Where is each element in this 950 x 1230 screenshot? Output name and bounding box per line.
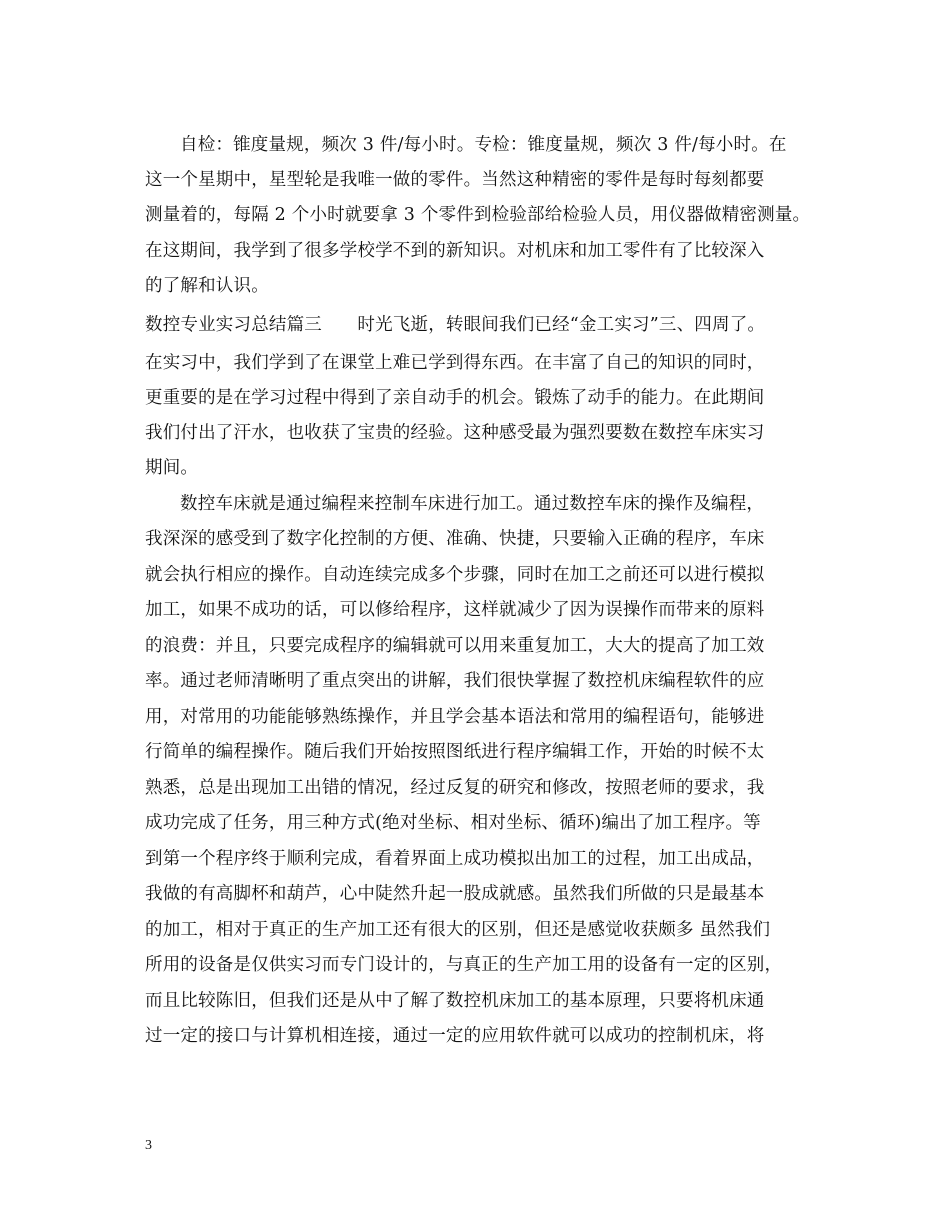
text-line: 行简单的编程操作。随后我们开始按照图纸进行程序编辑工作，开始的时候不太: [145, 742, 765, 762]
text-line: 在这期间，我学到了很多学校学不到的新知识。对机床和加工零件有了比较深入: [145, 241, 765, 261]
text-line: 熟悉，总是出现加工出错的情况，经过反复的研究和修改，按照老师的要求，我: [145, 778, 765, 798]
text-line: 自检：锥度量规，频次 3 件/每小时。专检：锥度量规，频次 3 件/每小时。在: [180, 135, 787, 155]
text-line: 率。通过老师清晰明了重点突出的讲解，我们很快掌握了数控机床编程软件的应: [145, 671, 765, 691]
page-number: 3: [145, 1138, 152, 1153]
text-line: 加工，如果不成功的话，可以修给程序，这样就减少了因为误操作而带来的原料: [145, 600, 765, 620]
text-line: 所用的设备是仅供实习而专门设计的，与真正的生产加工用的设备有一定的区别，: [145, 955, 783, 975]
text-line: 数控车床就是通过编程来控制车床进行加工。通过数控车床的操作及编程，: [180, 494, 765, 514]
section-heading-line: 数控专业实习总结篇三 时光飞逝，转眼间我们已经“金工实习”三、四周了。: [145, 315, 766, 335]
text-line: 我们付出了汗水，也收获了宝贵的经验。这种感受最为强烈要数在数控车床实习: [145, 423, 765, 443]
text-line: 期间。: [145, 458, 199, 478]
text-line: 成功完成了任务，用三种方式(绝对坐标、相对坐标、循环)编出了加工程序。等: [145, 813, 761, 833]
text-line: 我做的有高脚杯和葫芦，心中陡然升起一股成就感。虽然我们所做的只是最基本: [145, 884, 765, 904]
text-line: 的加工，相对于真正的生产加工还有很大的区别，但还是感觉收获颇多 虽然我们: [145, 920, 771, 940]
text-line: 到第一个程序终于顺利完成，看着界面上成功模拟出加工的过程，加工出成品，: [145, 849, 765, 869]
text-line: 测量着的，每隔 2 个小时就要拿 3 个零件到检验部给检验人员，用仪器做精密测量。: [145, 205, 811, 225]
text-line: 而且比较陈旧，但我们还是从中了解了数控机床加工的基本原理，只要将机床通: [145, 991, 765, 1011]
text-line: 这一个星期中，星型轮是我唯一做的零件。当然这种精密的零件是每时每刻都要: [145, 170, 765, 190]
text-line: 的浪费：并且，只要完成程序的编辑就可以用来重复加工，大大的提高了加工效: [145, 636, 765, 656]
text-line: 更重要的是在学习过程中得到了亲自动手的机会。锻炼了动手的能力。在此期间: [145, 388, 765, 408]
text-line: 就会执行相应的操作。自动连续完成多个步骤，同时在加工之前还可以进行模拟: [145, 565, 765, 585]
text-line: 的了解和认识。: [145, 276, 269, 296]
text-line: 在实习中，我们学到了在课堂上难已学到得东西。在丰富了自己的知识的同时，: [145, 353, 765, 373]
text-line: 用，对常用的功能能够熟练操作，并且学会基本语法和常用的编程语句，能够进: [145, 707, 765, 727]
text-line: 过一定的接口与计算机相连接，通过一定的应用软件就可以成功的控制机床，将: [145, 1026, 765, 1046]
text-line: 我深深的感受到了数字化控制的方便、准确、快捷，只要输入正确的程序，车床: [145, 529, 765, 549]
